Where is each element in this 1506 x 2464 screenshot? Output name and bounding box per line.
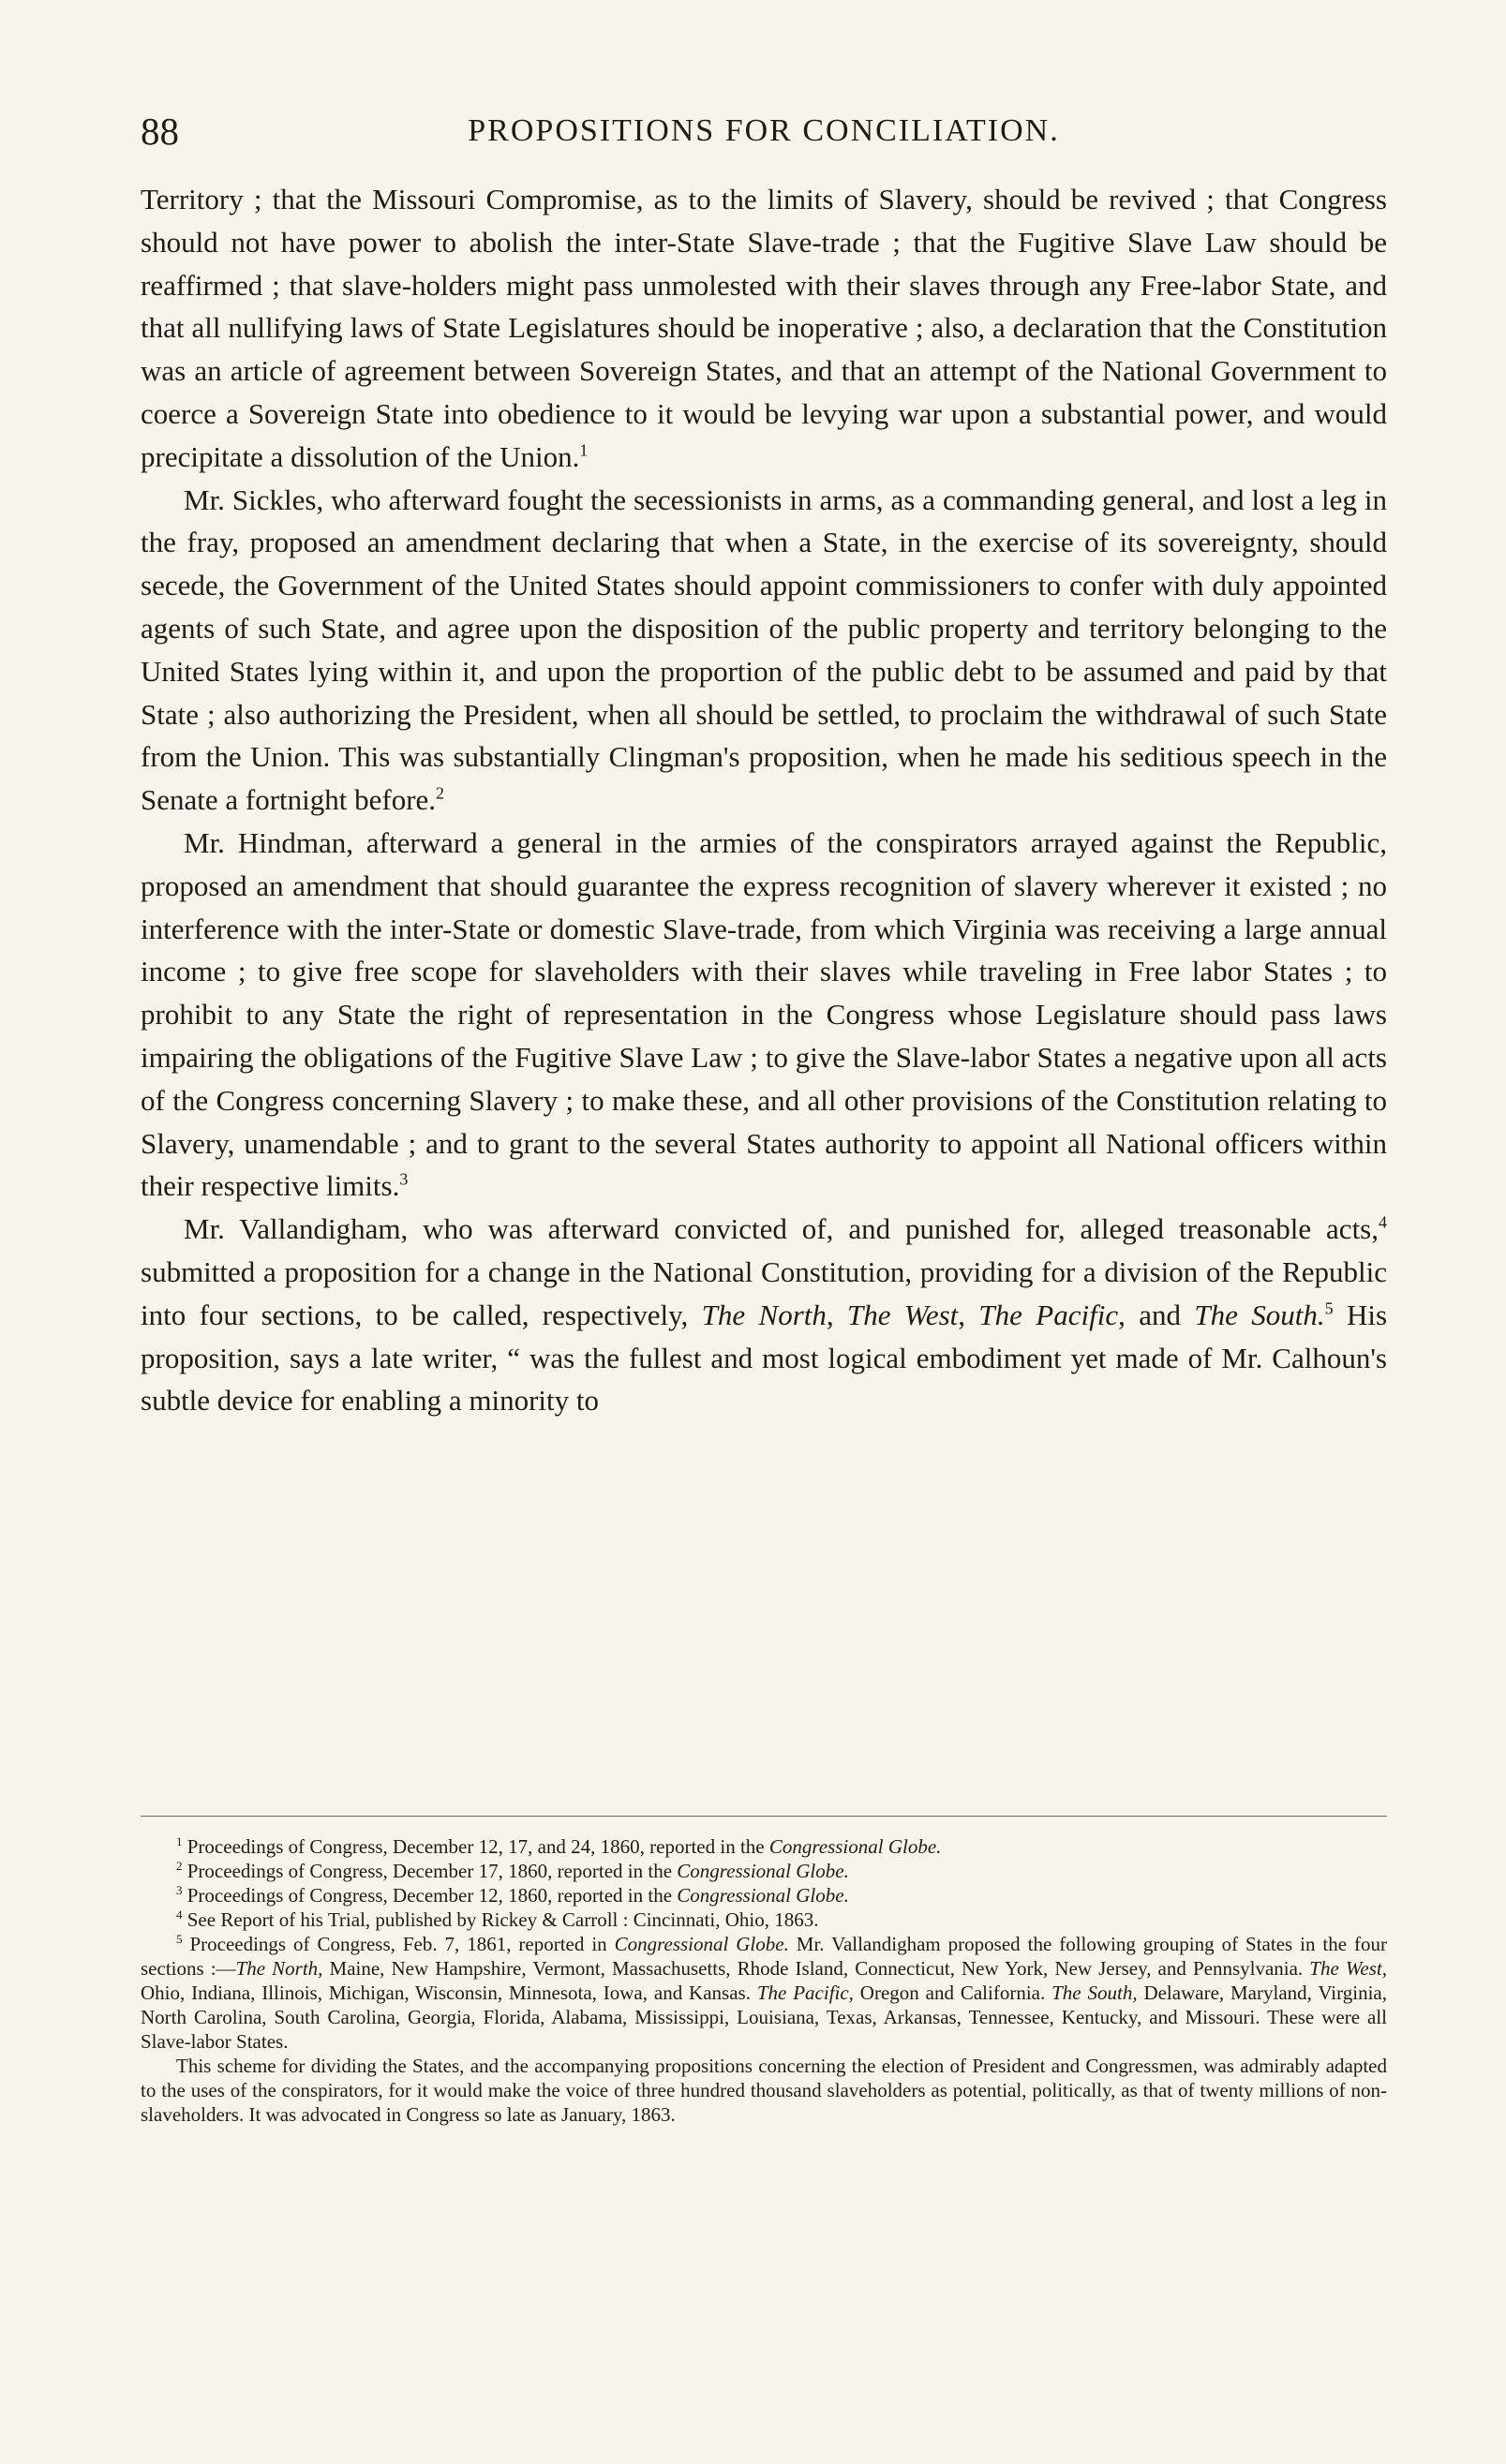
footnote-number: 5 <box>176 1932 183 1946</box>
footnote-text: Proceedings of Congress, Feb. 7, 1861, reported in <box>189 1933 615 1955</box>
footnote-text: Ohio, Indiana, Illinois, Michigan, Wisconsin, Minnesota, Iowa, and Kansas. <box>141 1982 757 2004</box>
footnote-source: Congressional Globe. <box>677 1860 849 1882</box>
footnote-5 <box>141 1932 1387 2054</box>
footnote-section-north: The North, <box>235 1957 323 1980</box>
paragraph-text: Mr. Sickles, who afterward fought the secessionists in arms, as a commanding general, and lost a leg in the fray, proposed an amendment declaring that when a State, in the exercise of its sovereignty, should secede, the Government of the United States should appoint commissioners to confer with duly appointed agents of such State, and agree upon the disposition of the public property and territory belonging to the United States lying within it, and upon the proportion of the public debt to be assumed and paid by that State ; also authorizing the President, when all should be settled, to proclaim the withdrawal of such State from the Union. This was substantially Clingman's proposition, when he made his seditious speech in the Senate a fortnight before. <box>141 482 1387 817</box>
section-name-north: The North <box>701 1298 827 1331</box>
paragraph-text: His proposition, says a late writer, “ was the fullest and most logical embodiment yet made of Mr. Calhoun's subtle device for enabling a minority to <box>141 1298 1388 1418</box>
paragraph-1 <box>141 178 1387 479</box>
footnote-section-west: The West, <box>1309 1957 1387 1980</box>
footnote-divider <box>141 1816 1387 1817</box>
footnote-text: Proceedings of Congress, December 17, 1860, reported in the <box>186 1860 678 1882</box>
running-title: PROPOSITIONS FOR CONCILIATION. <box>468 113 1060 148</box>
paragraph-text: Mr. Hindman, afterward a general in the armies of the conspirators arrayed against the Republic, proposed an amendment that should guarantee the express recognition of slavery wherever it existed ; no interference with the inter-State or domestic Slave-trade, from which Virginia was receiving a large annual income ; to give free scope for slaveholders with their slaves while traveling in Free labor States ; to prohibit to any State the right of representation in the Congress whose Legislature should pass laws impairing the obligations of the Fugitive Slave Law ; to give the Slave-labor States a negative upon all acts of the Congress concerning Slavery ; to make these, and all other provisions of the Constitution relating to Slavery, unamendable ; and to grant to the several States authority to appoint all National officers within their respective limits. <box>141 825 1387 1203</box>
paragraph-3 <box>141 822 1387 1208</box>
section-name-pacific: The Pacific <box>978 1298 1119 1331</box>
footnote-text: Maine, New Hampshire, Vermont, Massachusetts, Rhode Island, Connecticut, New York, New Jersey, and Pennsylvania. <box>322 1957 1310 1980</box>
section-name-south: The South. <box>1194 1298 1325 1331</box>
section-name-west: The West <box>847 1298 959 1331</box>
footnote-2 <box>141 1859 1387 1883</box>
footnote-text: Proceedings of Congress, December 12, 17, and 24, 1860, reported in the <box>186 1835 769 1858</box>
separator: , <box>958 1298 979 1331</box>
footnote-ref-4: 4 <box>1379 1212 1387 1232</box>
footnote-text: Proceedings of Congress, December 12, 1860, reported in the <box>186 1884 678 1907</box>
paragraph-4 <box>141 1208 1387 1422</box>
footnote-text: This scheme for dividing the States, and the accompanying propositions concerning the election of President and Congressmen, was admirably adapted to the uses of the conspirators, for it would make the voice of three hundred thousand slaveholders as potential, politically, as that of twenty millions of non-slaveholders. It was advocated in Congress so late as January, 1863. <box>141 2055 1387 2126</box>
footnote-ref-5: 5 <box>1324 1299 1334 1318</box>
footnote-number: 4 <box>176 1907 183 1922</box>
footnote-text: Mr. Vallandigham proposed the following grouping of States in the four sections :— <box>141 1933 1387 1980</box>
footnote-3 <box>141 1883 1387 1907</box>
footnote-ref-1: 1 <box>579 440 589 460</box>
footnote-number: 1 <box>176 1834 183 1848</box>
footnote-text: See Report of his Trial, published by Rickey & Carroll : Cincinnati, Ohio, 1863. <box>186 1908 819 1931</box>
footnote-ref-2: 2 <box>436 783 445 803</box>
body-text <box>141 178 1387 1422</box>
paragraph-2 <box>141 479 1387 822</box>
page-number: 88 <box>141 110 179 153</box>
page-header <box>141 103 1387 159</box>
separator: , <box>826 1298 848 1331</box>
paragraph-text: Mr. Vallandigham, who was afterward convicted of, and punished for, alleged treasonable acts, <box>184 1212 1379 1246</box>
footnote-section-pacific: The Pacific, <box>756 1982 854 2004</box>
footnote-4 <box>141 1907 1387 1932</box>
paragraph-text: Territory ; that the Missouri Compromise, as to the limits of Slavery, should be revived ; that Congress should not have power to abolish the inter-State Slave-trade ; that the Fugitive Slave Law should be reaffirmed ; that slave-holders might pass unmolested with their slaves through any Free-labor State, and that all nullifying laws of State Legislatures should be inoperative ; also, a declaration that the Constitution was an article of agreement between Sovereign States, and that an attempt of the National Government to coerce a Sovereign State into obedience to it would be levying war upon a substantial power, and would precipitate a dissolution of the Union. <box>141 183 1387 473</box>
paragraph-text: submitted a proposition for a change in the National Constitution, providing for a division of the Republic into four sections, to be called, respectively, <box>141 1254 1387 1331</box>
footnote-number: 3 <box>176 1883 183 1897</box>
footnote-text: Delaware, Maryland, Virginia, North Carolina, South Carolina, Georgia, Florida, Alabama, Mississippi, Louisiana, Texas, Arkansas, Tennessee, Kentucky, and Missouri. These were all Slave-labor States. <box>141 1982 1387 2053</box>
footnote-source: Congressional Globe. <box>768 1835 942 1858</box>
footnote-text: Oregon and California. <box>853 1982 1052 2004</box>
footnote-number: 2 <box>176 1859 183 1873</box>
separator: , and <box>1118 1298 1195 1331</box>
footnotes <box>141 1834 1387 2127</box>
footnote-ref-3: 3 <box>399 1170 409 1189</box>
footnote-source: Congressional Globe. <box>614 1933 789 1955</box>
footnote-section-south: The South, <box>1051 1982 1138 2004</box>
footnote-continuation <box>141 2054 1387 2127</box>
footnote-1 <box>141 1834 1387 1859</box>
footnote-source: Congressional Globe. <box>677 1884 849 1907</box>
